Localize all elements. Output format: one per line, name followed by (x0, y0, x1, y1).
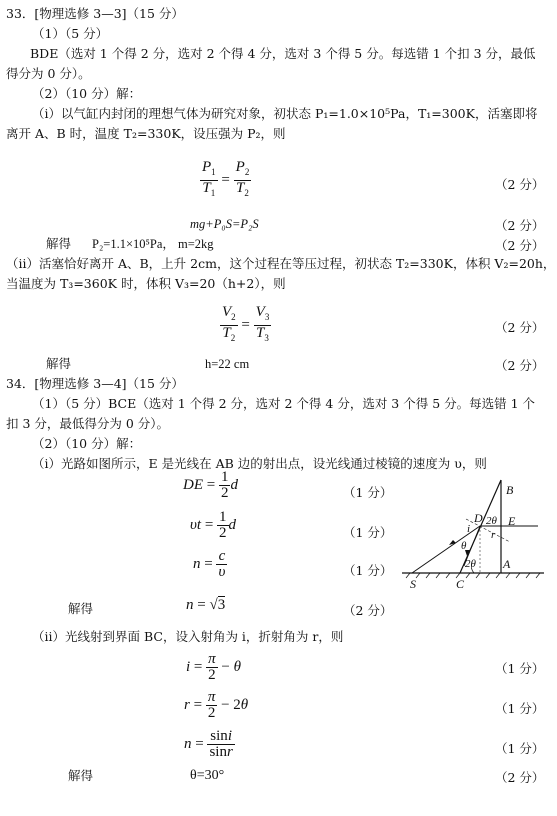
fig-label-2theta-bottom: 2θ (465, 558, 476, 570)
q33-sol2: h=22 cm (205, 357, 250, 371)
q33-heading: 33．[物理选修 3—3]（15 分） (6, 6, 184, 21)
q34-part2-label: （2）（10 分）解： (32, 436, 142, 451)
q33-eq3-score: （2 分） (495, 320, 545, 335)
fig-label-2theta-top: 2θ (486, 515, 497, 527)
q33-eq2-score: （2 分） (495, 218, 545, 233)
eq-r-pi-half-minus-2theta: r = $\frac{\pi}{2}$ − 2θ (184, 689, 249, 721)
fig-label-e: E (508, 514, 516, 528)
eq-p1t1-p2t2: $\frac{P_1}{T_1}$ = $\frac{P_2}{T_2}$ (202, 159, 250, 198)
q34-eqD-score: （1 分） (495, 661, 545, 676)
eq-n-c-over-v: n = $\frac{c}{\upsilon}$ (193, 548, 226, 580)
q34-eqC-score: （1 分） (343, 563, 393, 578)
fig-label-i: i (467, 523, 471, 535)
q34-solA: n = √3 (186, 597, 226, 613)
q34-ii-line: （ii）光线射到界面 BC，设入射角为 i，折射角为 r，则 (32, 629, 344, 644)
eq-de-half-d: DE = $\frac{1}{2}$ d (183, 469, 238, 501)
q34-solB-score: （2 分） (495, 770, 545, 785)
q34-eqB-score: （1 分） (343, 525, 393, 540)
q34-solA-label: 解得 (68, 601, 94, 616)
q33-part1-answer: BDE（选对 1 个得 2 分，选对 2 个得 4 分，选对 3 个得 5 分。每选错 1 个扣 3 分，最低 (30, 46, 536, 61)
fig-label-s: S (410, 577, 416, 591)
q33-sol1-score: （2 分） (495, 238, 545, 253)
q33-ii-line2: 当温度为 T₃=360K 时，体积 V₃=20（h+2），则 (6, 276, 286, 291)
q33-i-line2: 离开 A、B 时，温度 T₂=330K，设压强为 P₂，则 (6, 126, 286, 141)
q34-part1-answer-cont: 扣 3 分，最低得分为 0 分）。 (6, 416, 170, 431)
q33-sol1: P₂=1.1×10⁵Pa， m=2kg (92, 237, 214, 251)
q33-ii-line1: （ii）活塞恰好离开 A、B，上升 2cm，这个过程在等压过程，初状态 T₂=330K，体积 V₂=20h， (6, 256, 556, 271)
eq-vt-half-d: υt = $\frac{1}{2}$ d (190, 509, 237, 541)
fig-label-a: A (503, 557, 511, 571)
q33-eq1-score: （2 分） (495, 177, 545, 192)
q33-sol2-score: （2 分） (495, 358, 545, 373)
eq-v2t2-v3t3: $\frac{V_2}{T_2}$ = $\frac{V_3}{T_3}$ (222, 304, 270, 343)
fig-label-b: B (506, 483, 514, 497)
eq-i-pi-half-minus-theta: i = $\frac{\pi}{2}$ − θ (186, 651, 241, 683)
fig-label-c: C (456, 577, 465, 591)
q34-part1-answer: （1）（5 分）BCE（选对 1 个得 2 分，选对 2 个得 4 分，选对 3 个得 5 分。每选错 1 个 (32, 396, 536, 411)
q34-eqA-score: （1 分） (343, 485, 393, 500)
q34-solA-score: （2 分） (343, 603, 393, 618)
q33-part2-label: （2）（10 分）解： (32, 86, 142, 101)
q33-part1-answer-cont: 得分为 0 分）。 (6, 66, 91, 81)
q34-i-line: （i）光路如图所示，E 是光线在 AB 边的射出点，设光线通过棱镜的速度为 υ，则 (32, 456, 487, 471)
q34-solB: θ=30° (190, 768, 225, 783)
q33-i-line1: （i）以气缸内封闭的理想气体为研究对象，初状态 P₁=1.0×10⁵Pa，T₁=300K，活塞即将 (32, 106, 538, 121)
q33-sol2-label: 解得 (46, 356, 72, 371)
q34-eqF-score: （1 分） (495, 741, 545, 756)
prism-light-path-diagram (398, 470, 548, 592)
eq-n-sini-over-sinr: n = $\frac{\sin i}{\sin r}$ (184, 728, 233, 760)
q34-solB-label: 解得 (68, 768, 94, 783)
q33-part1-label: （1）（5 分） (32, 26, 109, 41)
q33-sol1-label: 解得 (46, 236, 72, 251)
fig-label-theta: θ (461, 540, 467, 552)
fig-label-d: D (474, 511, 483, 525)
q34-heading: 34．[物理选修 3—4]（15 分） (6, 376, 184, 391)
fig-label-r: r (491, 529, 496, 541)
q34-eqE-score: （1 分） (495, 701, 545, 716)
eq-force-balance: mg+P₀S=P₂S (190, 217, 259, 231)
